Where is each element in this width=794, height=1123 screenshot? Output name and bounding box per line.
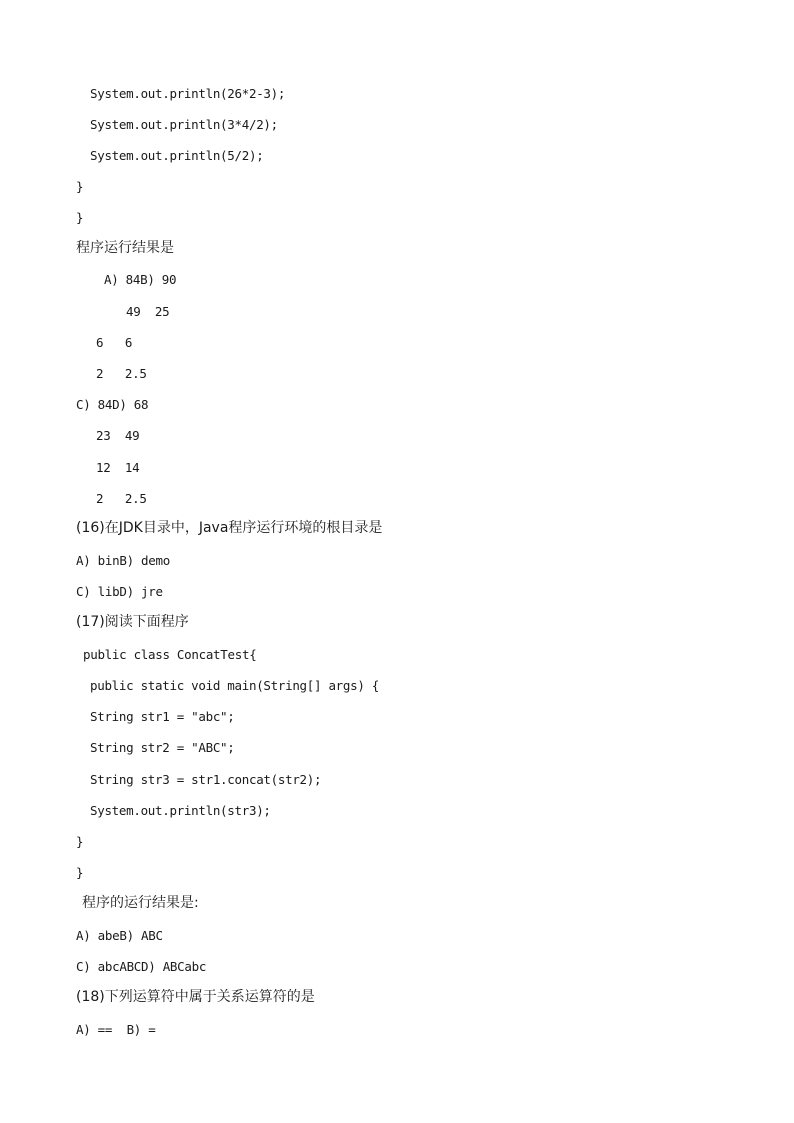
code-line: } — [76, 865, 84, 880]
answer-option: 49 25 — [126, 304, 170, 319]
code-line: System.out.println(3*4/2); — [90, 117, 278, 132]
code-line: public class ConcatTest{ — [83, 647, 257, 662]
code-line: public static void main(String[] args) { — [90, 678, 380, 693]
question-prompt: 程序的运行结果是: — [82, 895, 199, 911]
answer-option: 6 6 — [96, 335, 133, 350]
answer-option: A) == B) = — [76, 1022, 156, 1037]
code-line: } — [76, 179, 84, 194]
answer-option: C) abcABCD) ABCabc — [76, 959, 207, 974]
question-prompt: 程序运行结果是 — [76, 240, 174, 256]
code-line: System.out.println(5/2); — [90, 148, 264, 163]
code-line: System.out.println(str3); — [90, 803, 271, 818]
question-heading: (18)下列运算符中属于关系运算符的是 — [76, 989, 315, 1005]
code-line: String str1 = "abc"; — [90, 709, 235, 724]
code-line: System.out.println(26*2-3); — [90, 86, 286, 101]
answer-option: C) 84D) 68 — [76, 397, 149, 412]
code-line: String str2 = "ABC"; — [90, 740, 235, 755]
code-line: String str3 = str1.concat(str2); — [90, 772, 322, 787]
answer-option: 12 14 — [96, 460, 140, 475]
answer-option: A) abeB) ABC — [76, 928, 163, 943]
answer-option: 2 2.5 — [96, 491, 147, 506]
question-heading: (16)在JDK目录中，Java程序运行环境的根目录是 — [76, 520, 383, 536]
code-line: } — [76, 210, 84, 225]
answer-option: C) libD) jre — [76, 584, 163, 599]
code-line: } — [76, 834, 84, 849]
question-heading: (17)阅读下面程序 — [76, 614, 189, 630]
answer-option: 23 49 — [96, 428, 140, 443]
answer-option: A) binB) demo — [76, 553, 170, 568]
answer-option: A) 84B) 90 — [104, 272, 177, 287]
answer-option: 2 2.5 — [96, 366, 147, 381]
